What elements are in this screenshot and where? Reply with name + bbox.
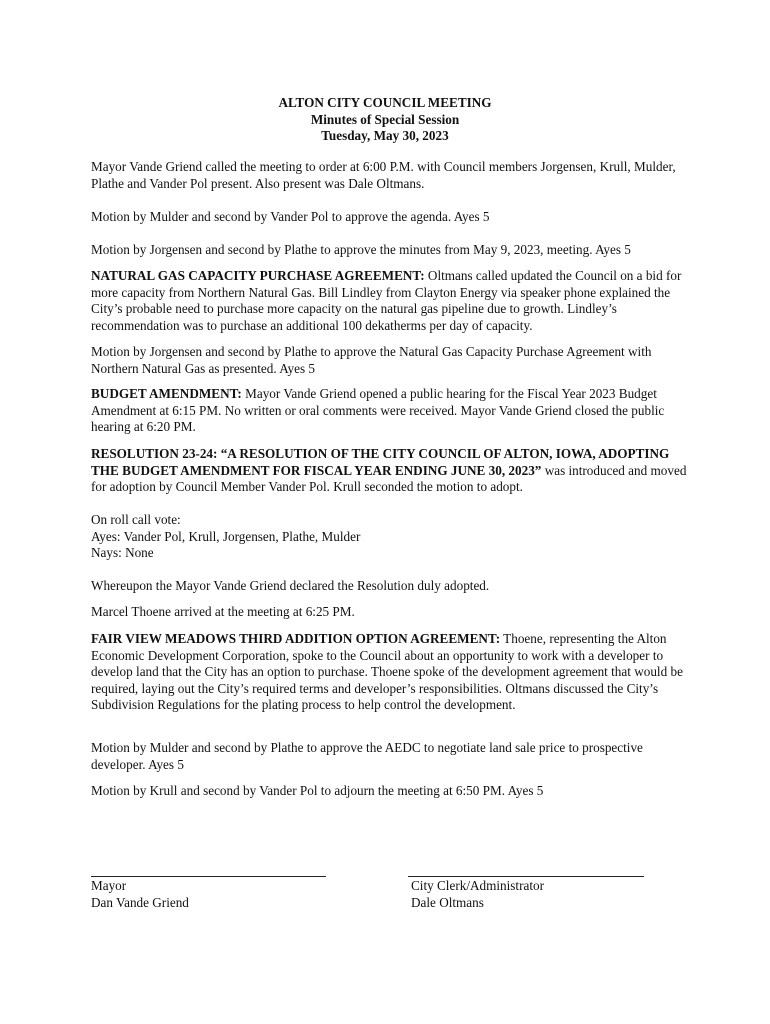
fair-view-heading: FAIR VIEW MEADOWS THIRD ADDITION OPTION AGREEMENT: xyxy=(91,631,501,646)
call-to-order-paragraph: Mayor Vande Griend called the meeting to order at 6:00 P.M. with Council members Jorgensen, Krull, Mulder, Plathe and Vander Pol present. Also present was Dale Oltmans. xyxy=(91,159,676,191)
resolution-adopted: Whereupon the Mayor Vande Griend declared the Resolution duly adopted. xyxy=(91,578,490,593)
clerk-signature-line xyxy=(408,876,644,877)
aedc-motion: Motion by Mulder and second by Plathe to approve the AEDC to negotiate land sale price to prospective developer. Ayes 5 xyxy=(91,740,643,772)
mayor-signature-block xyxy=(91,878,189,911)
natural-gas-text: Oltmans called updated the Council on a bid for more capacity from Northern Natural Gas. Bill Lindley from Clayton Energy via speaker phone explained the City’s probable need to purchase more capacity on the natural gas pipeline due to growth. Lindley’s recommendation was to purchase an additional 100 dekatherms per day of capacity. xyxy=(91,268,682,333)
resolution-text: was introduced and moved for adoption by Council Member Vander Pol. Krull seconded the motion to adopt. xyxy=(91,462,687,495)
mayor-name: Dan Vande Griend xyxy=(91,894,189,910)
natural-gas-heading: NATURAL GAS CAPACITY PURCHASE AGREEMENT: xyxy=(91,268,425,283)
mayor-title: Mayor xyxy=(91,878,127,893)
clerk-title: City Clerk/Administrator xyxy=(411,878,544,893)
natural-gas-paragraph xyxy=(91,268,691,334)
budget-amendment-text: Mayor Vande Griend opened a public hearing for the Fiscal Year 2023 Budget Amendment at 6:15 PM. No written or oral comments were received. Mayor Vande Griend closed the public hearing at 6:20 PM. xyxy=(91,386,665,435)
roll-call-intro: On roll call vote: xyxy=(91,512,181,527)
meeting-date: Tuesday, May 30, 2023 xyxy=(321,128,449,143)
minutes-motion: Motion by Jorgensen and second by Plathe to approve the minutes from May 9, 2023, meeting. Ayes 5 xyxy=(91,242,631,257)
roll-call-nays: Nays: None xyxy=(91,545,154,561)
roll-call-block xyxy=(91,512,691,562)
clerk-signature-block xyxy=(411,878,544,911)
fair-view-text: Thoene, representing the Alton Economic Development Corporation, spoke to the Council about an opportunity to work with a developer to develop land that the City has an option to purchase. Thoene spoke of the development agreement that would be required, laying out the City’s required terms and developer’s responsibilities. Oltmans discussed the City’s Subdivision Regulations for the plating process to help control the development. xyxy=(91,631,683,713)
budget-amendment-paragraph xyxy=(91,386,691,436)
budget-amendment-heading: BUDGET AMENDMENT: xyxy=(91,386,242,401)
agenda-motion: Motion by Mulder and second by Vander Pol to approve the agenda. Ayes 5 xyxy=(91,209,490,224)
document-header xyxy=(0,95,770,145)
adjourn-motion: Motion by Krull and second by Vander Pol to adjourn the meeting at 6:50 PM. Ayes 5 xyxy=(91,783,544,798)
fair-view-paragraph xyxy=(91,631,691,714)
session-type: Minutes of Special Session xyxy=(310,111,460,127)
clerk-name: Dale Oltmans xyxy=(411,894,484,910)
roll-call-ayes: Ayes: Vander Pol, Krull, Jorgensen, Plathe, Mulder xyxy=(91,528,361,544)
thoene-arrival: Marcel Thoene arrived at the meeting at 6:25 PM. xyxy=(91,604,355,619)
natural-gas-motion: Motion by Jorgensen and second by Plathe to approve the Natural Gas Capacity Purchase Agreement with Northern Natural Gas as presented. Ayes 5 xyxy=(91,344,652,376)
resolution-heading: RESOLUTION 23-24: “A RESOLUTION OF THE CITY COUNCIL OF ALTON, IOWA, ADOPTING THE BUDGET AMENDMENT FOR FISCAL YEAR ENDING JUNE 30, 2023” xyxy=(91,446,670,478)
resolution-paragraph xyxy=(91,446,691,496)
meeting-title: ALTON CITY COUNCIL MEETING xyxy=(278,95,492,110)
mayor-signature-line xyxy=(91,876,326,877)
